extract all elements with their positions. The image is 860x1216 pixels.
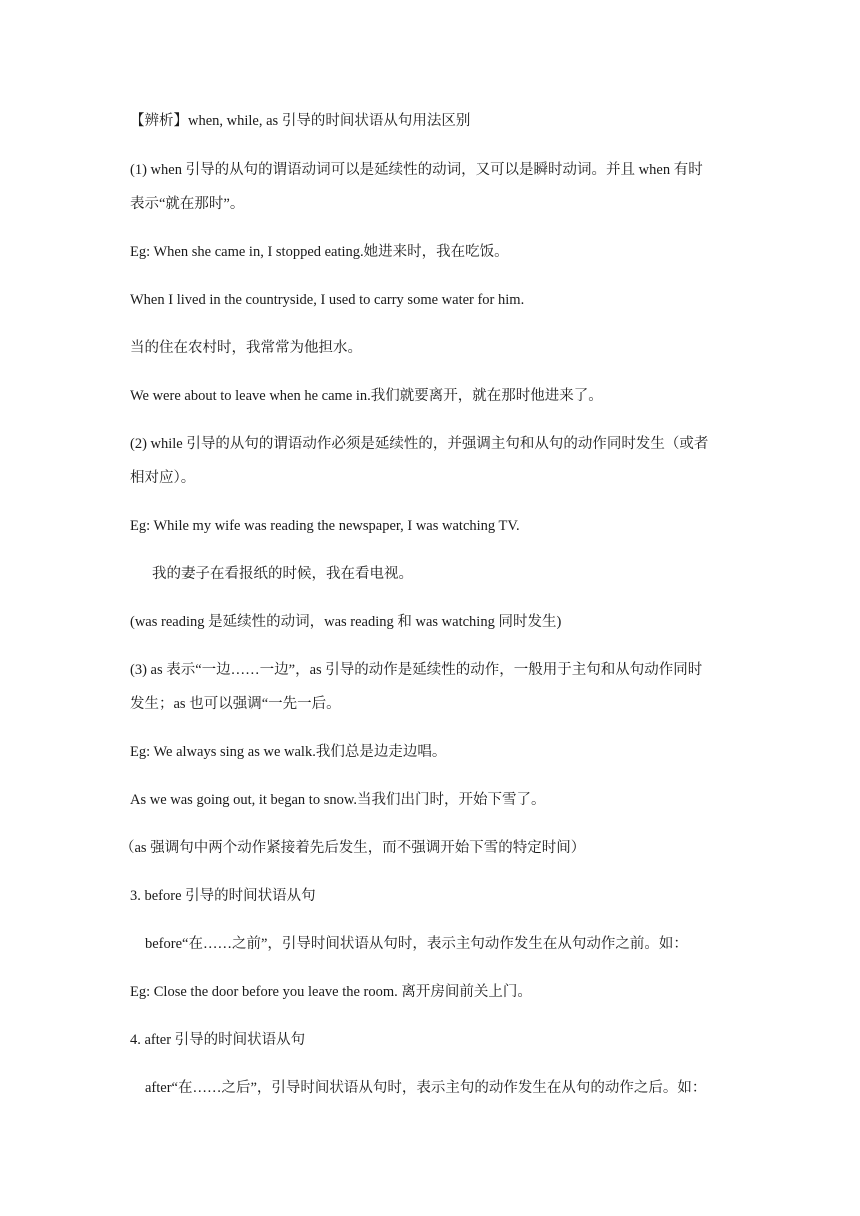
example-line: Eg: When she came in, I stopped eating.她进来时，我在吃饭。 xyxy=(130,244,509,260)
paragraph-line: 发生；as 也可以强调“一先一后。 xyxy=(130,696,341,712)
paragraph-line: 表示“就在那时”。 xyxy=(130,196,245,212)
example-line: Eg: While my wife was reading the newspaper, I was watching TV. xyxy=(130,518,520,534)
example-line: As we was going out, it began to snow.当我们出门时，开始下雪了。 xyxy=(130,792,546,808)
note-line: (was reading 是延续性的动词，was reading 和 was watching 同时发生) xyxy=(130,614,562,630)
paragraph-line: (2) while 引导的从句的谓语动作必须是延续性的，并强调主句和从句的动作同时发生（或者 xyxy=(130,436,709,452)
section-heading: 3. before 引导的时间状语从句 xyxy=(130,888,316,904)
paragraph-line: before“在……之前”，引导时间状语从句时，表示主句动作发生在从句动作之前。如： xyxy=(145,936,688,952)
section-heading: 【辨析】when, while, as 引导的时间状语从句用法区别 xyxy=(130,113,471,129)
example-line: Eg: Close the door before you leave the room. 离开房间前关上门。 xyxy=(130,984,532,1000)
translation-line: 当的住在农村时，我常常为他担水。 xyxy=(130,340,362,356)
paragraph-line: 相对应）。 xyxy=(130,470,196,486)
example-line: Eg: We always sing as we walk.我们总是边走边唱。 xyxy=(130,744,447,760)
paragraph-line: (3) as 表示“一边……一边”，as 引导的动作是延续性的动作，一般用于主句和从句动作同时 xyxy=(130,662,703,678)
translation-line: 我的妻子在看报纸的时候，我在看电视。 xyxy=(152,566,413,582)
example-line: We were about to leave when he came in.我们就要离开，就在那时他进来了。 xyxy=(130,388,603,404)
note-line: （as 强调句中两个动作紧接着先后发生，而不强调开始下雪的特定时间） xyxy=(120,840,586,856)
paragraph-line: after“在……之后”，引导时间状语从句时，表示主句的动作发生在从句的动作之后。如： xyxy=(145,1080,707,1096)
example-line: When I lived in the countryside, I used to carry some water for him. xyxy=(130,292,525,308)
paragraph-line: (1) when 引导的从句的谓语动词可以是延续性的动词，又可以是瞬时动词。并且 when 有时 xyxy=(130,162,703,178)
section-heading: 4. after 引导的时间状语从句 xyxy=(130,1032,306,1048)
